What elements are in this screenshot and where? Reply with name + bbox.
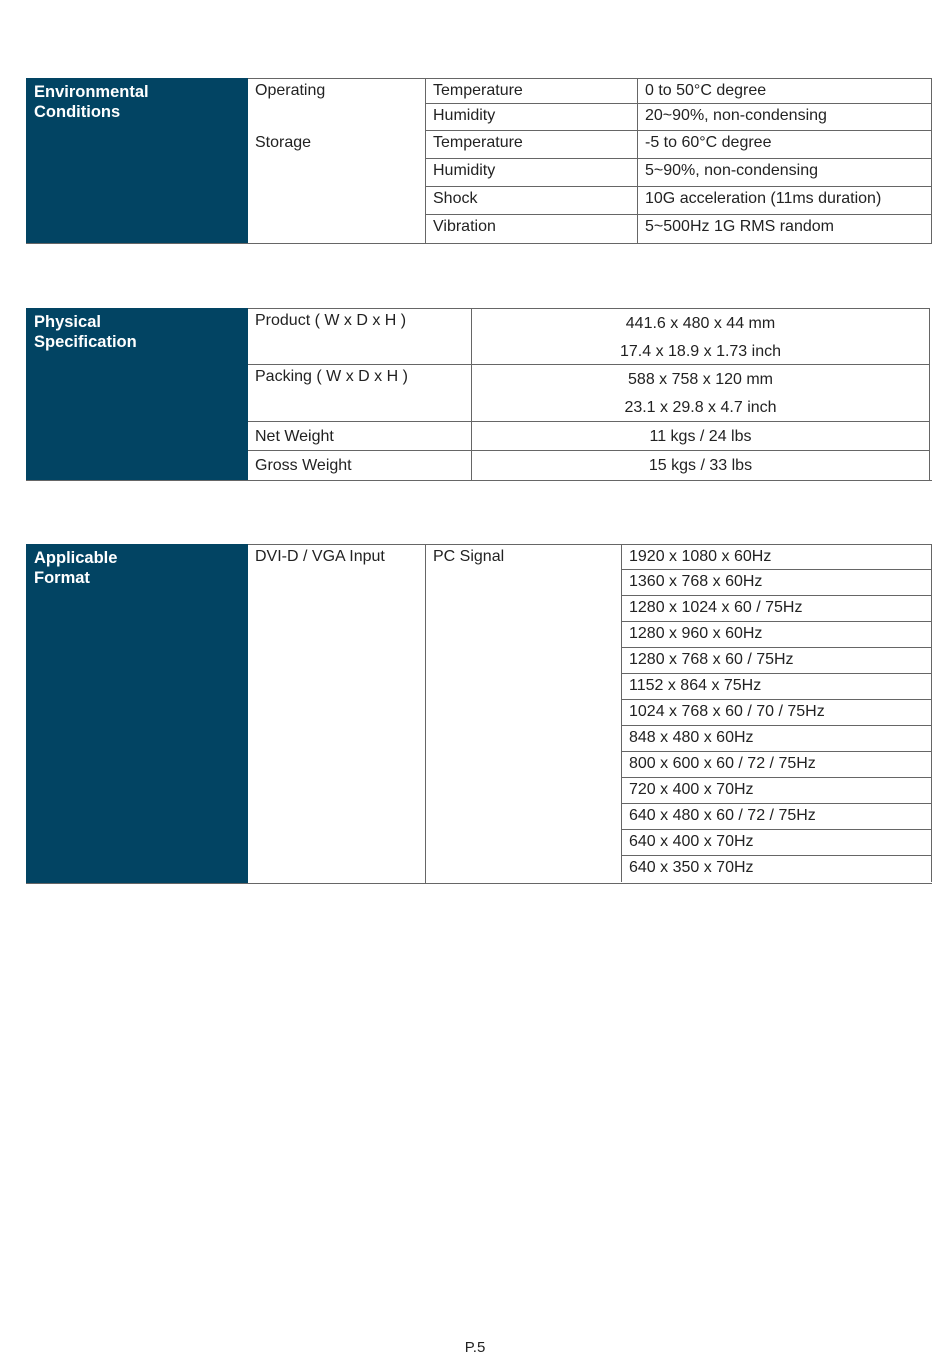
physical-heading: Physical Specification: [26, 308, 248, 480]
phys-value-cell: [471, 308, 930, 365]
storage-label: Storage: [255, 134, 312, 151]
input-type-cell: DVI-D / VGA Input: [248, 544, 425, 883]
env-item-cell: Humidity: [425, 159, 637, 187]
resolution-cell: 800 x 600 x 60 / 72 / 75Hz: [621, 752, 932, 778]
resolution-cell: 1280 x 960 x 60Hz: [621, 622, 932, 648]
env-item-cell: Temperature: [425, 131, 637, 159]
resolution-cell: 1920 x 1080 x 60Hz: [621, 544, 932, 570]
phys-label-cell: Net Weight: [248, 422, 471, 451]
environmental-conditions-table: [26, 78, 932, 244]
environmental-heading: Environmental Conditions: [26, 78, 248, 243]
env-value-cell: 20~90%, non-condensing: [637, 104, 932, 131]
resolution-list: [621, 544, 932, 883]
resolution-cell: 1152 x 864 x 75Hz: [621, 674, 932, 700]
resolution-cell: 720 x 400 x 70Hz: [621, 778, 932, 804]
physical-specification-table: [26, 308, 932, 481]
env-item-cell: Humidity: [425, 104, 637, 131]
phys-value-imperial: 17.4 x 18.9 x 1.73 inch: [620, 343, 781, 360]
env-value-cell: 0 to 50°C degree: [637, 78, 932, 104]
resolution-cell: 1280 x 1024 x 60 / 75Hz: [621, 596, 932, 622]
phys-label-cell: Product ( W x D x H ): [248, 308, 471, 365]
env-value-cell: -5 to 60°C degree: [637, 131, 932, 159]
page-number: P.5: [464, 1339, 486, 1356]
phys-value-cell: [471, 365, 930, 422]
resolution-cell: 640 x 480 x 60 / 72 / 75Hz: [621, 804, 932, 830]
env-item-cell: Vibration: [425, 215, 637, 243]
phys-value-imperial: 23.1 x 29.8 x 4.7 inch: [624, 399, 777, 416]
resolution-cell: 640 x 350 x 70Hz: [621, 856, 932, 882]
phys-label-cell: Gross Weight: [255, 457, 352, 474]
phys-value-metric: 441.6 x 480 x 44 mm: [625, 315, 776, 332]
phys-label-cell: Packing ( W x D x H ): [248, 365, 471, 422]
applicable-heading: Applicable Format: [26, 544, 248, 883]
env-value-cell: 5~500Hz 1G RMS random: [637, 215, 932, 243]
phys-value-cell: 11 kgs / 24 lbs: [471, 422, 930, 451]
resolution-cell: 1280 x 768 x 60 / 75Hz: [621, 648, 932, 674]
phys-value-metric: 588 x 758 x 120 mm: [628, 371, 773, 388]
env-value-cell: 10G acceleration (11ms duration): [637, 187, 932, 215]
resolution-cell: 640 x 400 x 70Hz: [621, 830, 932, 856]
env-value-cell: 5~90%, non-condensing: [637, 159, 932, 187]
signal-type-cell: PC Signal: [425, 544, 621, 883]
env-item-cell: Temperature: [425, 78, 637, 104]
resolution-cell: 848 x 480 x 60Hz: [621, 726, 932, 752]
resolution-cell: 1024 x 768 x 60 / 70 / 75Hz: [621, 700, 932, 726]
operating-label: Operating: [248, 78, 425, 131]
env-item-cell: Shock: [425, 187, 637, 215]
phys-value-cell: 15 kgs / 33 lbs: [471, 451, 930, 480]
applicable-format-table: [26, 544, 932, 884]
resolution-cell: 1360 x 768 x 60Hz: [621, 570, 932, 596]
